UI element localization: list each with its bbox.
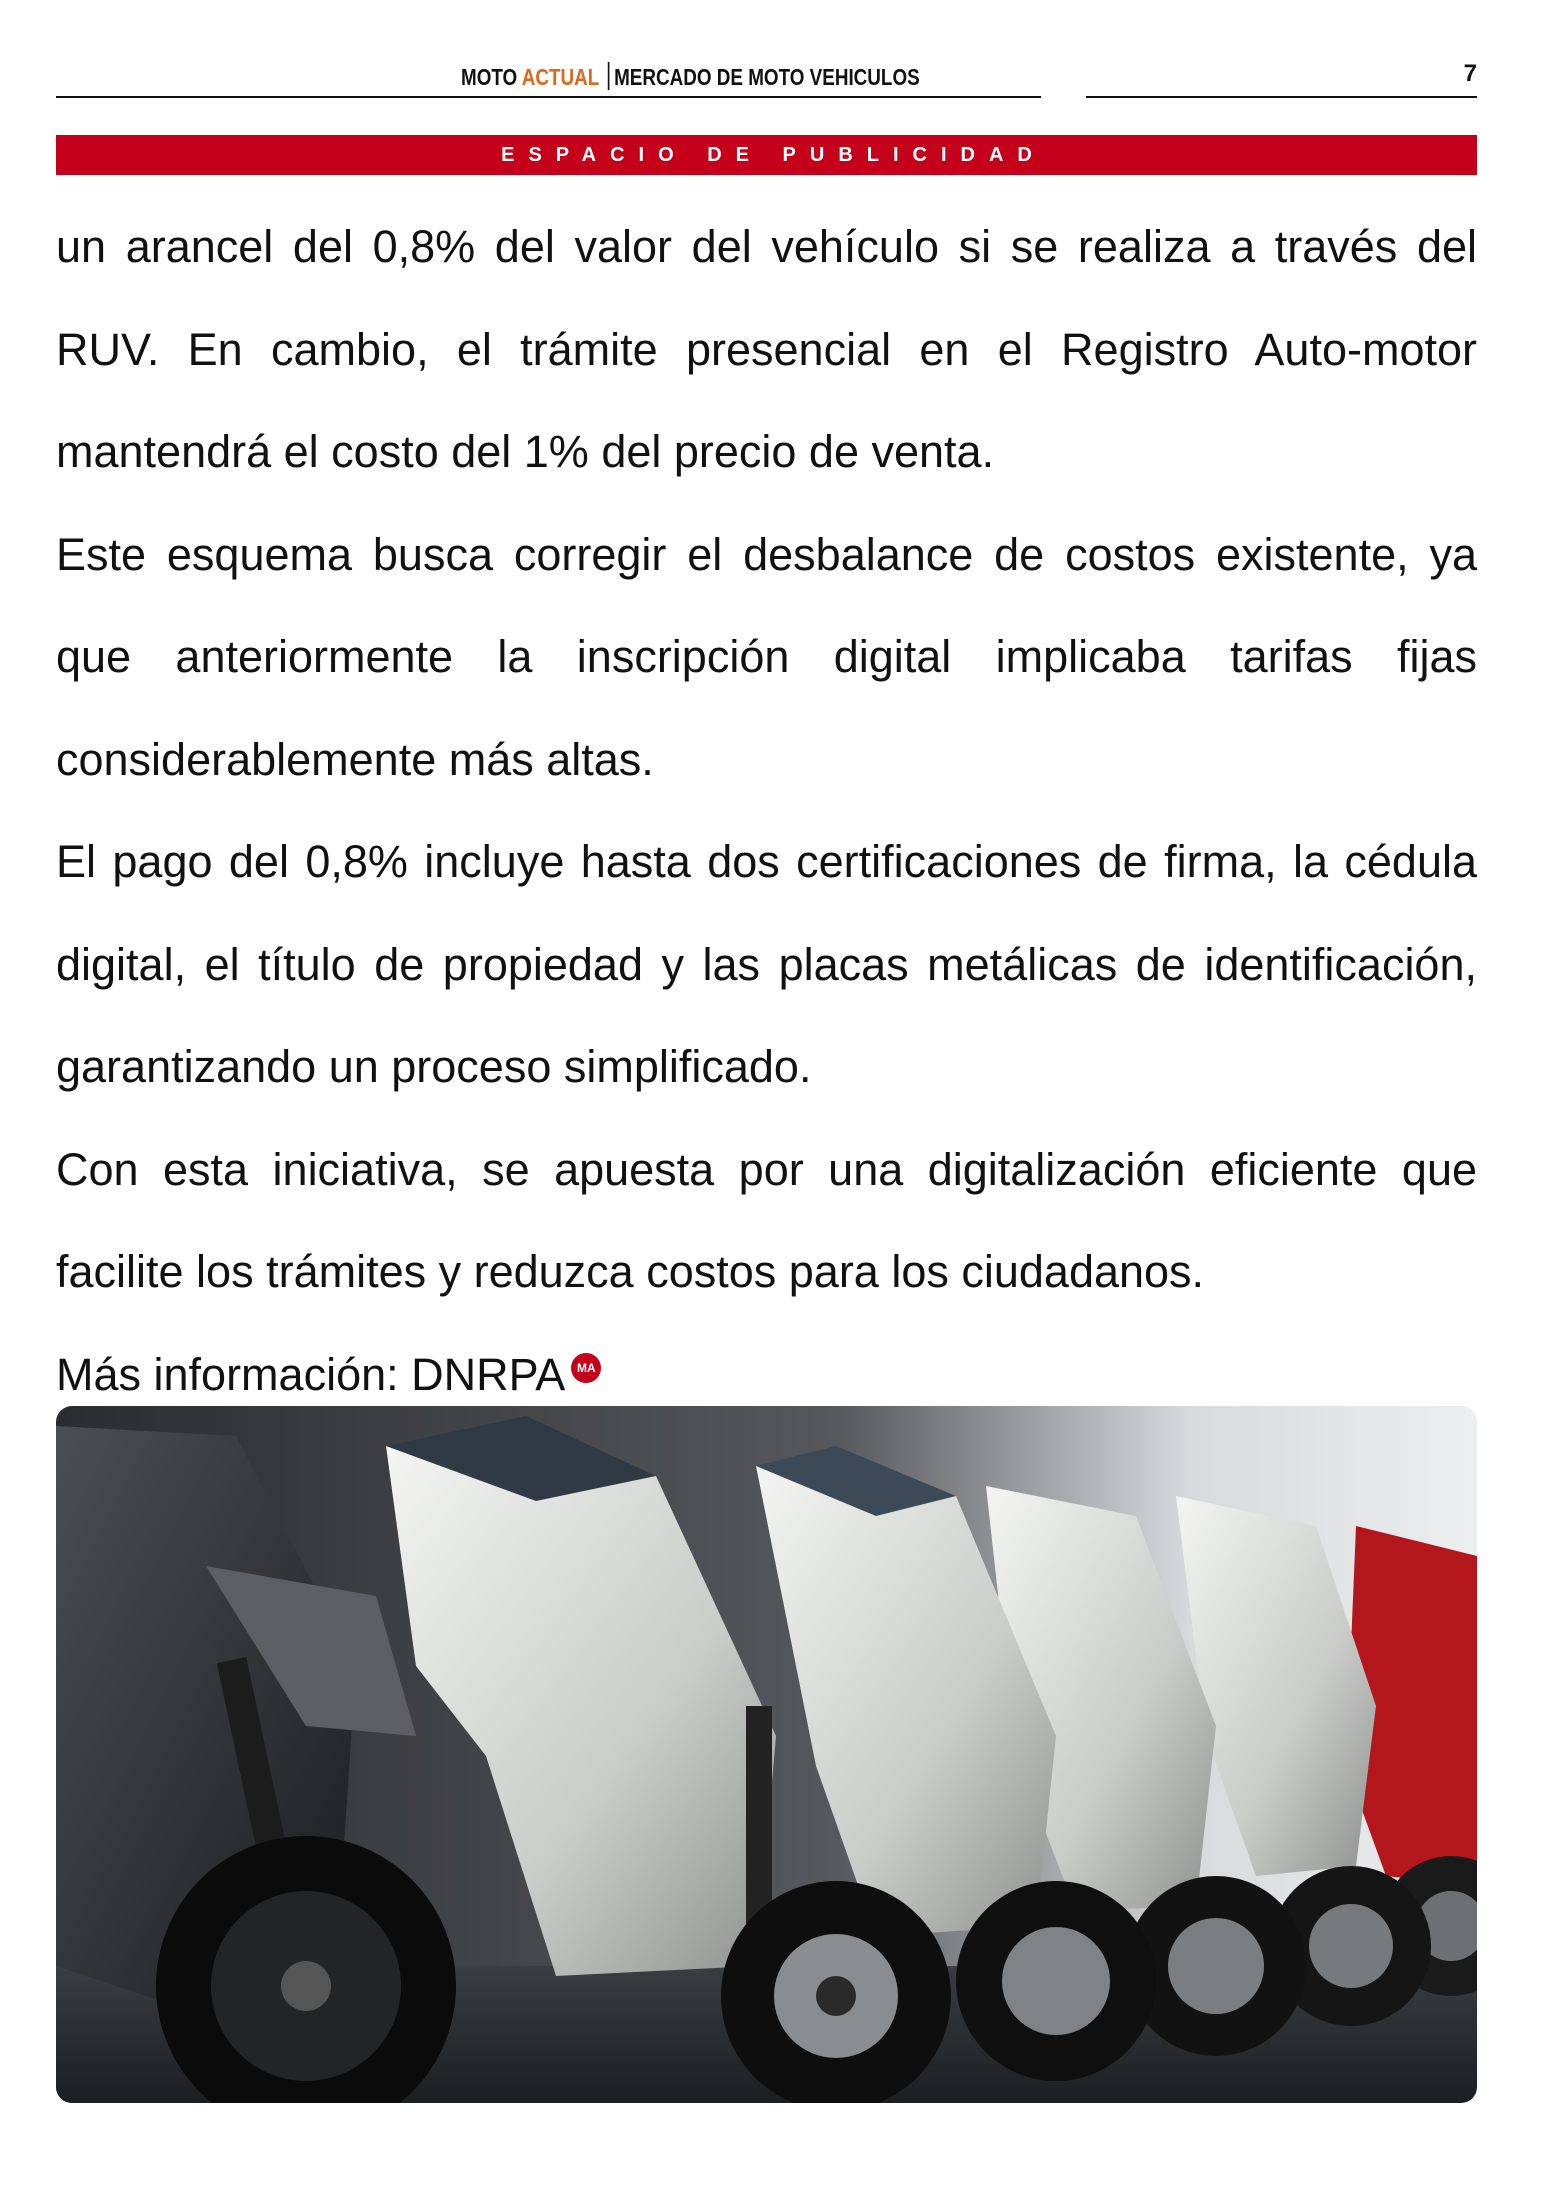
scooters-illustration xyxy=(56,1406,1477,2103)
header-divider xyxy=(608,62,610,90)
brand-moto: MOTO xyxy=(461,64,518,90)
more-info-text: Más información: DNRPA xyxy=(56,1348,566,1400)
brand-actual: ACTUAL xyxy=(521,64,600,90)
page-number: 7 xyxy=(1463,60,1477,87)
page-header xyxy=(56,58,1477,98)
ad-space-banner xyxy=(56,135,1477,175)
header-rule-left xyxy=(56,96,1041,98)
banner-label: ESPACIO DE PUBLICIDAD xyxy=(501,143,1046,166)
article-paragraph: Este esquema busca corregir el desbalance de costos existente, ya que anteriormente la inscripción digital implicaba tarifas fijas considerablemente más altas. xyxy=(56,528,1477,785)
scooters-photo xyxy=(56,1406,1477,2103)
article-paragraph: Con esta iniciativa, se apuesta por una digitalización eficiente que facilite los trámites y reduzca costos para los ciudadanos. xyxy=(56,1143,1477,1297)
article-paragraph: un arancel del 0,8% del valor del vehículo si se realiza a través del RUV. En cambio, el trámite presencial en el Registro Auto-motor mantendrá el costo del 1% del precio de venta. xyxy=(56,221,1477,477)
article-paragraph: El pago del 0,8% incluye hasta dos certificaciones de firma, la cédula digital, el título de propiedad y las placas metálicas de identificación, garantizando un proceso simplificado. xyxy=(56,836,1477,1092)
end-mark-icon: MA xyxy=(571,1353,601,1383)
header-rule-right xyxy=(1086,96,1477,98)
header-section: MERCADO DE MOTO VEHICULOS xyxy=(614,64,920,90)
article-body xyxy=(56,196,1477,1426)
header-brand xyxy=(461,62,920,91)
